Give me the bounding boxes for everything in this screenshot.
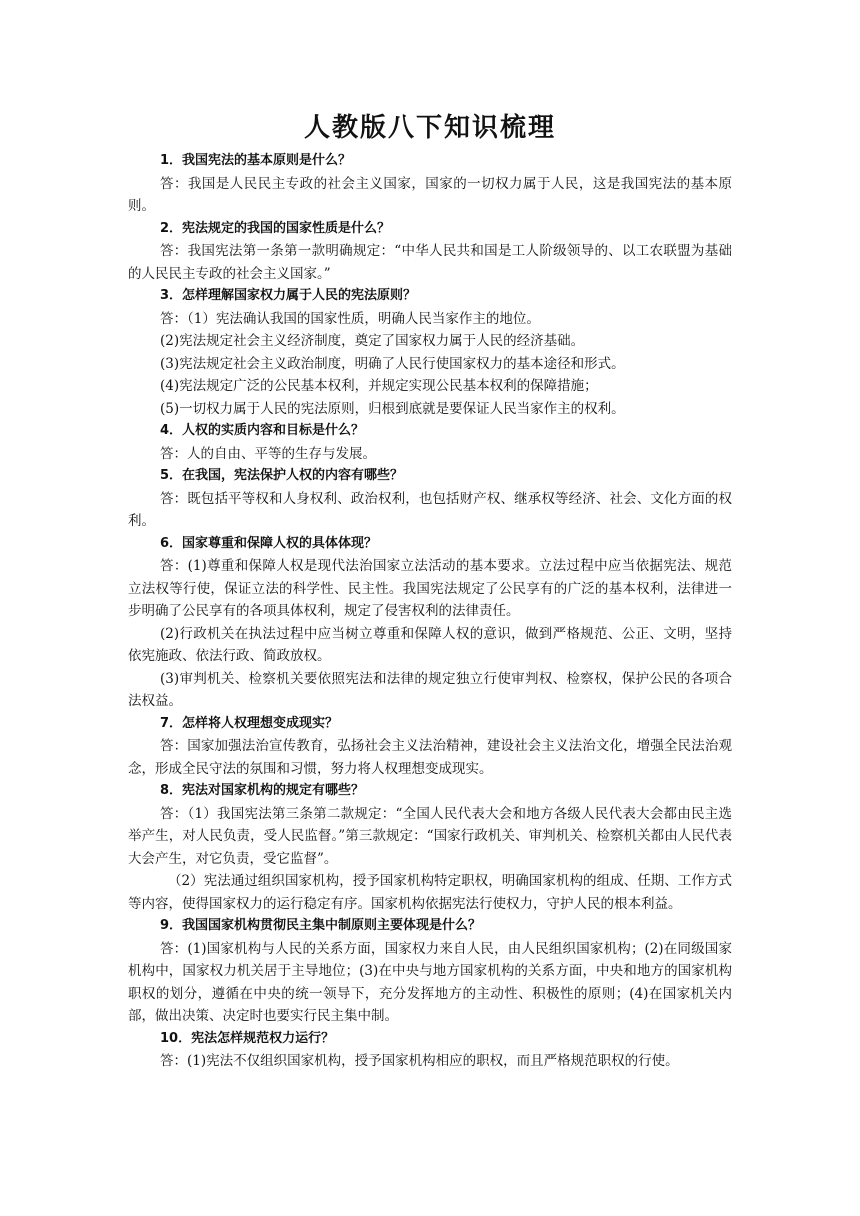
document-title: 人教版八下知识梳理 <box>303 113 556 143</box>
answer-3-item-2: (2)宪法规定社会主义经济制度，奠定了国家权力属于人民的经济基础。 <box>160 333 585 349</box>
answer-3-item-5: (5)一切权力属于人民的宪法原则，归根到底就是要保证人民当家作主的权利。 <box>160 400 625 417</box>
question-5: 5．在我国，宪法保护人权的内容有哪些？ <box>160 468 404 483</box>
answer-10: 答：(1)宪法不仅组织国家机构，授予国家机构相应的职权，而且严格规范职权的行使。 <box>160 1053 679 1069</box>
answer-6-item-2: (2)行政机关在执法过程中应当树立尊重和保障人权的意识，做到严格规范、公正、文明，坚持依宪施政、依法行政、简政放权。 <box>128 625 732 664</box>
question-2: 2．宪法规定的我国的国家性质是什么？ <box>160 220 391 236</box>
answer-1: 答：我国是人民民主专政的社会主义国家，国家的一切权力属于人民，这是我国宪法的基本原则。 <box>128 175 732 214</box>
answer-6-item-3: (3)审判机关、检察机关要依照宪法和法律的规定独立行使审判权、检察权，保护公民的各项合法权益。 <box>128 670 732 709</box>
answer-4: 答：人的自由、平等的生存与发展。 <box>160 445 376 462</box>
document-body <box>128 150 732 1073</box>
question-9: 9．我国国家机构贯彻民主集中制原则主要体现是什么？ <box>160 918 482 933</box>
answer-7: 答：国家加强法治宣传教育，弘扬社会主义法治精神，建设社会主义法治文化，增强全民法治观念，形成全民守法的氛围和习惯，努力将人权理想变成现实。 <box>128 738 732 777</box>
question-4: 4．人权的实质内容和目标是什么？ <box>160 423 365 438</box>
answer-5: 答：既包括平等权和人身权利、政治权利，也包括财产权、继承权等经济、社会、文化方面的权利。 <box>128 490 732 529</box>
answer-3-item-3: (3)宪法规定社会主义政治制度，明确了人民行使国家权力的基本途径和形式。 <box>160 355 625 372</box>
question-3: 3．怎样理解国家权力属于人民的宪法原则？ <box>160 288 417 303</box>
question-6: 6．国家尊重和保障人权的具体体现？ <box>160 535 378 551</box>
question-1: 1．我国宪法的基本原则是什么？ <box>160 153 352 168</box>
answer-9: 答：(1)国家机构与人民的关系方面，国家权力来自人民，由人民组织国家机构；(2)在同级国家机构中，国家权力机关居于主导地位；(3)在中央与地方国家机构的关系方面，中央和地方的国家机构职权的划分，遵循在中央的统一领导下，充分发挥地方的主动性、积极性的原则；(4)在国家机关内部，做出决策、决定时也要实行民主集中制。 <box>128 940 732 1024</box>
question-10: 10．宪法怎样规范权力运行？ <box>160 1030 335 1046</box>
answer-8-item-2: （2）宪法通过组织国家机构，授予国家机构特定职权，明确国家机构的组成、任期、工作方式等内容，使得国家权力的运行稳定有序。国家机构依据宪法行使权力，守护人民的根本利益。 <box>128 873 732 912</box>
question-8: 8．宪法对国家机构的规定有哪些？ <box>160 783 365 798</box>
answer-3-item-4: (4)宪法规定广泛的公民基本权利，并规定实现公民基本权利的保障措施； <box>160 378 598 394</box>
question-7: 7．怎样将人权理想变成现实？ <box>160 715 339 731</box>
answer-6-item-1: 答：(1)尊重和保障人权是现代法治国家立法活动的基本要求。立法过程中应当依据宪法、规范立法权等行使，保证立法的科学性、民主性。我国宪法规定了公民享有的广泛的基本权利，法律进一步明确了公民享有的各项具体权利，规定了侵害权利的法律责任。 <box>128 558 732 619</box>
answer-2: 答：我国宪法第一条第一款明确规定：“中华人民共和国是工人阶级领导的、以工农联盟为基础的人民民主专政的社会主义国家。” <box>128 243 732 282</box>
answer-8-item-1: 答：（1）我国宪法第三条第二款规定：“全国人民代表大会和地方各级人民代表大会都由民主选举产生，对人民负责，受人民监督。”第三款规定：“国家行政机关、审判机关、检察机关都由人民代表大会产生，对它负责，受它监督”。 <box>128 805 732 867</box>
answer-3-item-1: 答：（1）宪法确认我国的国家性质，明确人民当家作主的地位。 <box>160 310 540 327</box>
